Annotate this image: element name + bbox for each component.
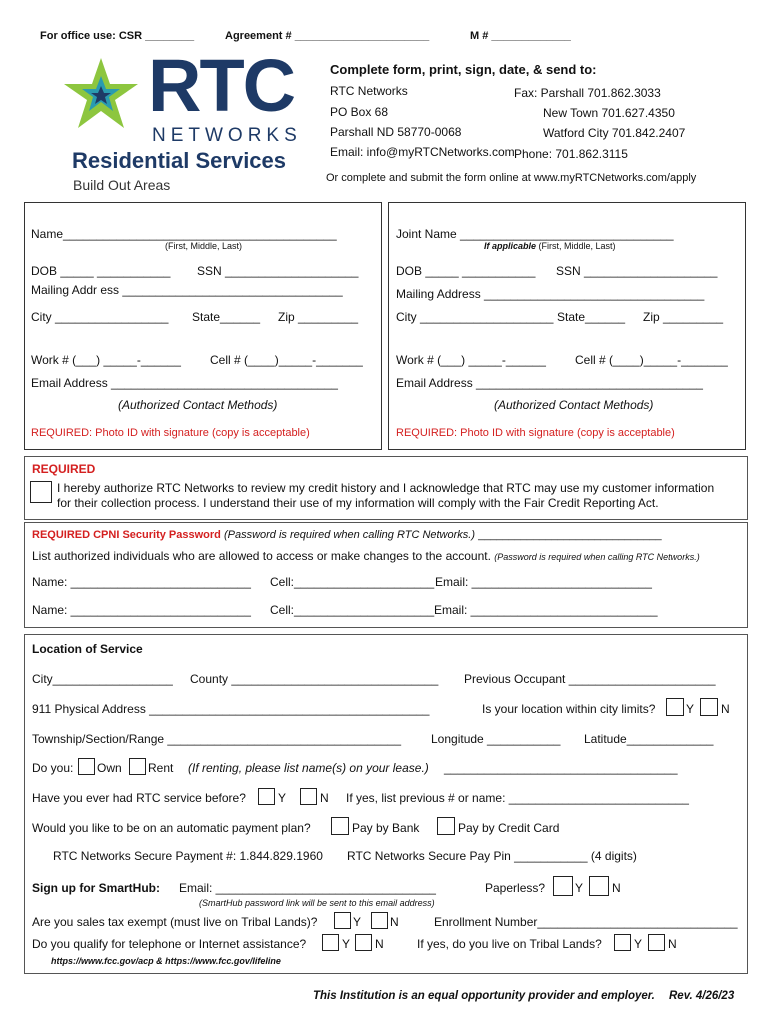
applicant-photo-id-required: REQUIRED: Photo ID with signature (copy is acceptable) bbox=[31, 427, 310, 439]
prior-service-label: Have you ever had RTC service before? bbox=[32, 791, 246, 805]
paperless-label: Paperless? bbox=[485, 881, 546, 895]
joint-ssn-field[interactable]: SSN ____________________ bbox=[556, 264, 718, 278]
cpni-password-row[interactable]: REQUIRED CPNI Security Password (Password is required when calling RTC Networks.) ______________________________ bbox=[32, 529, 662, 541]
service-title: Location of Service bbox=[32, 642, 143, 656]
city-limits-label: Is your location within city limits? bbox=[482, 702, 656, 716]
service-county-field[interactable]: County _______________________________ bbox=[190, 672, 439, 686]
township-field[interactable]: Township/Section/Range ___________________________________ bbox=[32, 732, 401, 746]
revision-date: Rev. 4/26/23 bbox=[669, 990, 735, 1002]
tribal-no-label: N bbox=[668, 937, 677, 951]
lease-names-field[interactable]: ___________________________________ bbox=[444, 761, 678, 775]
office-agreement: Agreement # ______________________ bbox=[225, 30, 430, 42]
send-fax2: New Town 701.627.4350 bbox=[543, 106, 675, 120]
secure-pay-pin-field[interactable]: RTC Networks Secure Pay Pin ___________ (4 digits) bbox=[347, 849, 637, 863]
applicant-city-field[interactable]: City _________________ bbox=[31, 310, 169, 324]
previous-number-field[interactable]: If yes, list previous # or name: ___________________________ bbox=[346, 791, 689, 805]
tribal-yes-checkbox[interactable] bbox=[614, 934, 631, 951]
applicant-name-field[interactable]: Name_________________________________________ bbox=[31, 227, 337, 241]
tax-exempt-no-checkbox[interactable] bbox=[371, 912, 388, 929]
logo-networks: NETWORKS bbox=[152, 125, 302, 146]
prior-service-no-checkbox[interactable] bbox=[300, 788, 317, 805]
tribal-lands-label: If yes, do you live on Tribal Lands? bbox=[417, 937, 602, 951]
assistance-yes-label: Y bbox=[342, 937, 351, 951]
tax-exempt-yes-checkbox[interactable] bbox=[334, 912, 351, 929]
paperless-yes-label: Y bbox=[575, 881, 584, 895]
send-fax1: Fax: Parshall 701.862.3033 bbox=[514, 86, 661, 100]
applicant-cell-field[interactable]: Cell # (____)_____-_______ bbox=[210, 353, 363, 367]
office-m: M # _____________ bbox=[470, 30, 571, 42]
pay-by-card-checkbox[interactable] bbox=[437, 817, 455, 835]
credit-consent-line2: for their collection process. I understand their use of my information will comply with the Fair Credit Reporting Act. bbox=[57, 496, 659, 510]
own-label: Own bbox=[97, 761, 122, 775]
paperless-yes-checkbox[interactable] bbox=[553, 876, 573, 896]
authorized-cell2-field[interactable]: Cell:_____________________ bbox=[270, 603, 435, 617]
joint-dob-field[interactable]: DOB _____ ___________ bbox=[396, 264, 536, 278]
authorized-email1-field[interactable]: Email: ___________________________ bbox=[435, 575, 652, 589]
page-subtitle: Build Out Areas bbox=[73, 177, 171, 193]
tribal-no-checkbox[interactable] bbox=[648, 934, 665, 951]
tax-exempt-yes-label: Y bbox=[353, 915, 362, 929]
joint-cell-field[interactable]: Cell # (____)_____-_______ bbox=[575, 353, 728, 367]
assistance-no-checkbox[interactable] bbox=[355, 934, 372, 951]
joint-state-field[interactable]: State______ bbox=[557, 310, 626, 324]
joint-city-field[interactable]: City ____________________ bbox=[396, 310, 554, 324]
send-addr2: PO Box 68 bbox=[330, 105, 389, 119]
joint-mailing-field[interactable]: Mailing Address _________________________________ bbox=[396, 287, 705, 301]
office-csr: For office use: CSR ________ bbox=[40, 30, 195, 42]
applicant-mailing-field[interactable]: Mailing Addr ess _________________________________ bbox=[31, 283, 343, 297]
tax-exempt-no-label: N bbox=[390, 915, 399, 929]
send-email: Email: info@myRTCNetworks.com bbox=[330, 145, 515, 159]
credit-consent-line1: I hereby authorize RTC Networks to review my credit history and I acknowledge that RTC may use my customer information bbox=[57, 481, 715, 495]
applicant-name-hint: (First, Middle, Last) bbox=[165, 241, 243, 251]
tax-exempt-label: Are you sales tax exempt (must live on Tribal Lands)? bbox=[32, 915, 318, 929]
tribal-yes-label: Y bbox=[634, 937, 643, 951]
credit-consent-checkbox[interactable] bbox=[30, 481, 52, 503]
own-rent-label: Do you: bbox=[32, 761, 74, 775]
paperless-no-label: N bbox=[612, 881, 621, 895]
applicant-email-field[interactable]: Email Address __________________________________ bbox=[31, 376, 338, 390]
applicant-work-field[interactable]: Work # (___) _____-______ bbox=[31, 353, 181, 367]
authorized-email2-field[interactable]: Email: ____________________________ bbox=[434, 603, 658, 617]
joint-zip-field[interactable]: Zip _________ bbox=[643, 310, 724, 324]
enrollment-number-field[interactable]: Enrollment Number______________________________ bbox=[434, 915, 738, 929]
city-limits-no-label: N bbox=[721, 702, 730, 716]
service-city-field[interactable]: City__________________ bbox=[32, 672, 173, 686]
own-checkbox[interactable] bbox=[78, 758, 95, 775]
pay-by-bank-label: Pay by Bank bbox=[352, 821, 420, 835]
prior-service-yes-checkbox[interactable] bbox=[258, 788, 275, 805]
joint-email-field[interactable]: Email Address __________________________________ bbox=[396, 376, 703, 390]
secure-payment-number: RTC Networks Secure Payment #: 1.844.829.1960 bbox=[53, 849, 323, 863]
prior-service-no-label: N bbox=[320, 791, 329, 805]
star-logo-icon bbox=[62, 56, 140, 134]
city-limits-yes-label: Y bbox=[686, 702, 695, 716]
applicant-ssn-field[interactable]: SSN ____________________ bbox=[197, 264, 359, 278]
send-online: Or complete and submit the form online at www.myRTCNetworks.com/apply bbox=[326, 172, 697, 184]
send-fax3: Watford City 701.842.2407 bbox=[543, 126, 686, 140]
latitude-field[interactable]: Latitude_____________ bbox=[584, 732, 714, 746]
city-limits-no-checkbox[interactable] bbox=[700, 698, 718, 716]
previous-occupant-field[interactable]: Previous Occupant ______________________ bbox=[464, 672, 716, 686]
joint-name-hint: If applicable (First, Middle, Last) bbox=[484, 241, 616, 251]
joint-photo-id-required: REQUIRED: Photo ID with signature (copy is acceptable) bbox=[396, 427, 675, 439]
paperless-no-checkbox[interactable] bbox=[589, 876, 609, 896]
applicant-zip-field[interactable]: Zip _________ bbox=[278, 310, 359, 324]
pay-by-card-label: Pay by Credit Card bbox=[458, 821, 560, 835]
joint-name-field[interactable]: Joint Name ________________________________ bbox=[396, 227, 674, 241]
send-phone: Phone: 701.862.3115 bbox=[514, 147, 628, 161]
assistance-yes-checkbox[interactable] bbox=[322, 934, 339, 951]
smarthub-label: Sign up for SmartHub: bbox=[32, 881, 160, 895]
applicant-dob-field[interactable]: DOB _____ ___________ bbox=[31, 264, 171, 278]
logo-brand: RTC bbox=[148, 44, 295, 127]
city-limits-yes-checkbox[interactable] bbox=[666, 698, 684, 716]
equal-opportunity-note: This Institution is an equal opportunity provider and employer. bbox=[313, 990, 655, 1002]
autopay-label: Would you like to be on an automatic payment plan? bbox=[32, 821, 311, 835]
joint-auth-note: (Authorized Contact Methods) bbox=[494, 398, 654, 412]
authorized-cell1-field[interactable]: Cell:_____________________ bbox=[270, 575, 435, 589]
prior-service-yes-label: Y bbox=[278, 791, 287, 805]
credit-required-title: REQUIRED bbox=[32, 462, 96, 476]
joint-work-field[interactable]: Work # (___) _____-______ bbox=[396, 353, 546, 367]
authorized-name1-field[interactable]: Name: ___________________________ bbox=[32, 575, 251, 589]
assistance-no-label: N bbox=[375, 937, 384, 951]
send-addr3: Parshall ND 58770-0068 bbox=[330, 125, 462, 139]
fcc-links[interactable]: https://www.fcc.gov/acp & https://www.fcc.gov/lifeline bbox=[51, 956, 281, 966]
send-addr1: RTC Networks bbox=[330, 84, 408, 98]
authorized-name2-field[interactable]: Name: ___________________________ bbox=[32, 603, 251, 617]
address-911-field[interactable]: 911 Physical Address __________________________________________ bbox=[32, 702, 430, 716]
applicant-auth-note: (Authorized Contact Methods) bbox=[118, 398, 278, 412]
applicant-state-field[interactable]: State______ bbox=[192, 310, 261, 324]
rent-note: (If renting, please list name(s) on your lease.) bbox=[188, 761, 429, 775]
assistance-label: Do you qualify for telephone or Internet assistance? bbox=[32, 937, 307, 951]
smarthub-note: (SmartHub password link will be sent to this email address) bbox=[199, 898, 435, 908]
longitude-field[interactable]: Longitude ___________ bbox=[431, 732, 561, 746]
cpni-list-row: List authorized individuals who are allowed to access or make changes to the account. (Password is required when calling RTC Networks.) bbox=[32, 549, 700, 563]
rent-checkbox[interactable] bbox=[129, 758, 146, 775]
rent-label: Rent bbox=[148, 761, 174, 775]
pay-by-bank-checkbox[interactable] bbox=[331, 817, 349, 835]
smarthub-email-field[interactable]: Email: _________________________________ bbox=[179, 881, 436, 895]
page-title: Residential Services bbox=[72, 148, 287, 173]
send-heading: Complete form, print, sign, date, & send to: bbox=[330, 62, 597, 77]
